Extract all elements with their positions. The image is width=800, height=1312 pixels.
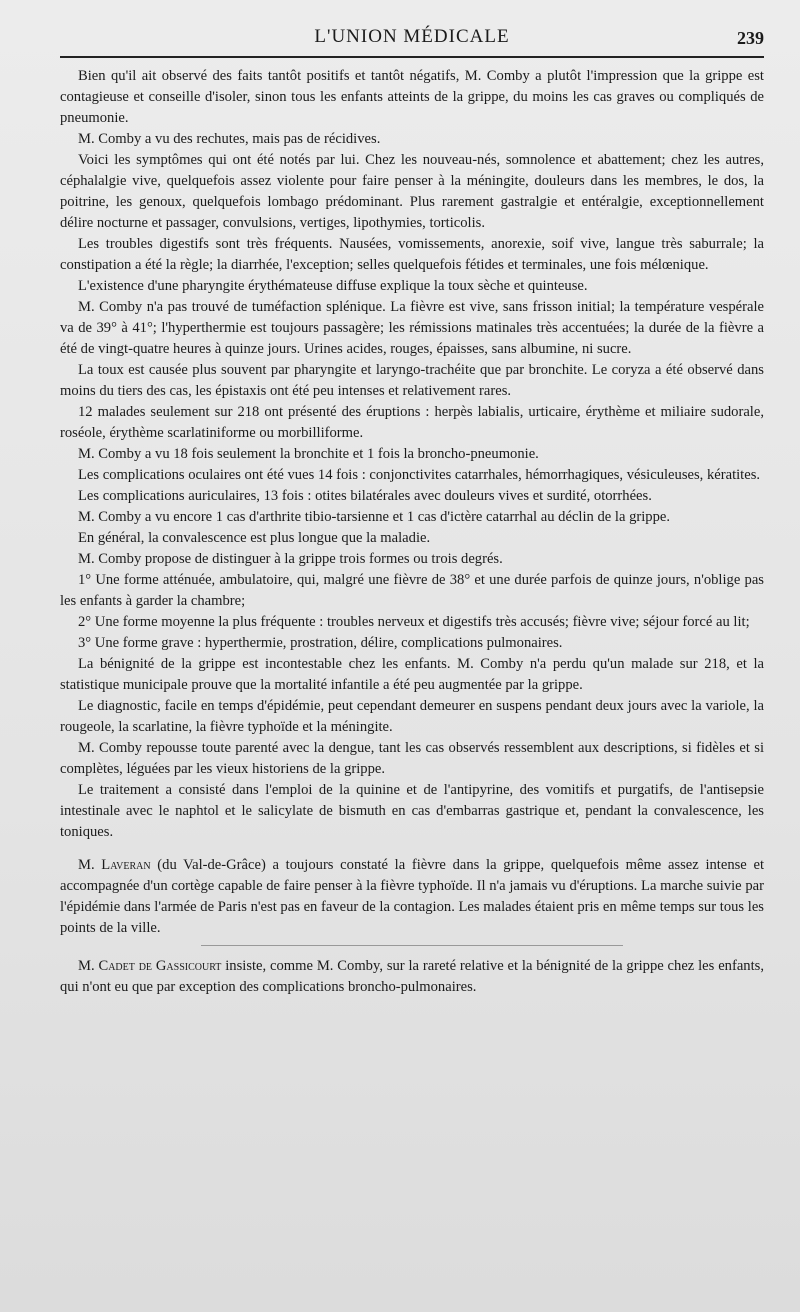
paragraph: Le diagnostic, facile en temps d'épidémie, peut cependant demeurer en suspens pendant deux jours avec la variole, la rougeole, la scarlatine, la fièvre typhoïde et la méningite. (60, 698, 764, 735)
paragraph: M. Comby a vu des rechutes, mais pas de récidives. (78, 131, 381, 147)
section-gap (60, 843, 764, 855)
paragraph: M. Comby n'a pas trouvé de tuméfaction splénique. La fièvre est vive, sans frisson initial; la température vespérale va de 39° à 41°; l'hyperthermie est toujours passagère; les rémissions matinales très accentuées; la durée de la fièvre a été de vingt-quatre heures à quinze jours. Urines acides, rouges, épaisses, sans albumine, ni sucre. (60, 299, 764, 357)
article-body (60, 66, 764, 998)
laveran-paragraph (60, 855, 764, 939)
paragraph: Bien qu'il ait observé des faits tantôt positifs et tantôt négatifs, M. Comby a plutôt l'impression que la grippe est contagieuse et conseille d'isoler, sinon tous les enfants atteints de la grippe, du moins les cas graves ou compliqués de pneumonie. (60, 68, 764, 126)
paragraph: L'existence d'une pharyngite érythémateuse diffuse explique la toux sèche et quinteuse. (78, 278, 588, 294)
paragraph: M. Comby propose de distinguer à la grippe trois formes ou trois degrés. (78, 551, 503, 567)
paragraph: Le traitement a consisté dans l'emploi de la quinine et de l'antipyrine, des vomitifs et purgatifs, de l'antisepsie intestinale avec le naphtol et le salicylate de bismuth en cas d'embarras gastrique et, pendant la convalescence, les toniques. (60, 782, 764, 840)
speaker-name: M. Laveran (78, 857, 151, 873)
paragraph: 1° Une forme atténuée, ambulatoire, qui, malgré une fièvre de 38° et une durée parfois de quinze jours, n'oblige pas les enfants à garder la chambre; (60, 572, 764, 609)
paragraph: Les complications oculaires ont été vues 14 fois : conjonctivites catarrhales, hémorrhagiques, vésiculeuses, kératites. (78, 467, 761, 483)
paragraph: 12 malades seulement sur 218 ont présenté des éruptions : herpès labialis, urticaire, érythème et miliaire sudorale, roséole, érythème scarlatiniforme ou morbilliforme. (60, 404, 764, 441)
paragraph: En général, la convalescence est plus longue que la maladie. (78, 530, 431, 546)
paragraph: 3° Une forme grave : hyperthermie, prostration, délire, complications pulmonaires. (78, 635, 563, 651)
running-title: L'UNION MÉDICALE (314, 26, 510, 47)
page-number: 239 (737, 28, 764, 48)
paragraph: La toux est causée plus souvent par pharyngite et laryngo-trachéite que par bronchite. Le coryza a été observé dans moins du tiers des cas, les épistaxis ont été peu intenses et relativement rares. (60, 362, 764, 399)
paragraph-text: (du Val-de-Grâce) a toujours constaté la fièvre dans la grippe, quelquefois même assez intense et accompagnée d'un cortège capable de faire penser à la fièvre typhoïde. Il n'a jamais vu d'éruptions. La marche suivie par l'épidémie dans l'armée de Paris n'est pas en faveur de la contagion. Les malades étaient pris en même temps sur tous les points de la ville. (60, 857, 764, 936)
paragraph: M. Comby a vu encore 1 cas d'arthrite tibio-tarsienne et 1 cas d'ictère catarrhal au déclin de la grippe. (78, 509, 671, 525)
gassicourt-paragraph (60, 956, 764, 998)
paragraph-text: insiste, comme M. Comby, sur la rareté relative et la bénignité de la grippe chez les enfants, qui n'ont eu que par exception des complications broncho-pulmonaires. (60, 958, 764, 995)
page-header (60, 20, 764, 54)
paragraph: Les complications auriculaires, 13 fois : otites bilatérales avec douleurs vives et surdité, otorrhées. (78, 488, 652, 504)
speaker-name: M. Cadet de Gassicourt (78, 958, 222, 974)
header-rule (60, 56, 764, 58)
paragraph: La bénignité de la grippe est incontestable chez les enfants. M. Comby n'a perdu qu'un malade sur 218, et la statistique municipale prouve que la mortalité infantile a été peu augmentée par la grippe. (60, 656, 764, 693)
paragraph: M. Comby repousse toute parenté avec la dengue, tant les cas observés ressemblent aux descriptions, si fidèles et si complètes, léguées par les vieux historiens de la grippe. (60, 740, 764, 777)
separator-rule (201, 945, 623, 946)
paragraph: Les troubles digestifs sont très fréquents. Nausées, vomissements, anorexie, soif vive, langue très saburrale; la constipation a été la règle; la diarrhée, l'exception; selles quelquefois fétides et terminales, une fois mélœnique. (60, 236, 764, 273)
paragraph: M. Comby a vu 18 fois seulement la bronchite et 1 fois la broncho-pneumonie. (78, 446, 539, 462)
paragraph: Voici les symptômes qui ont été notés par lui. Chez les nouveau-nés, somnolence et abattement; chez les autres, céphalalgie vive, quelquefois assez violente pour faire penser à la méningite, douleurs dans les membres, le dos, la poitrine, les genoux, quelquefois lombago prédominant. Plus rarement gastralgie et entéralgie, exceptionnellement délire nocturne et passager, convulsions, vertiges, lipothymies, torticolis. (60, 152, 764, 231)
paragraph: 2° Une forme moyenne la plus fréquente : troubles nerveux et digestifs très accusés; fièvre vive; séjour forcé au lit; (78, 614, 750, 630)
